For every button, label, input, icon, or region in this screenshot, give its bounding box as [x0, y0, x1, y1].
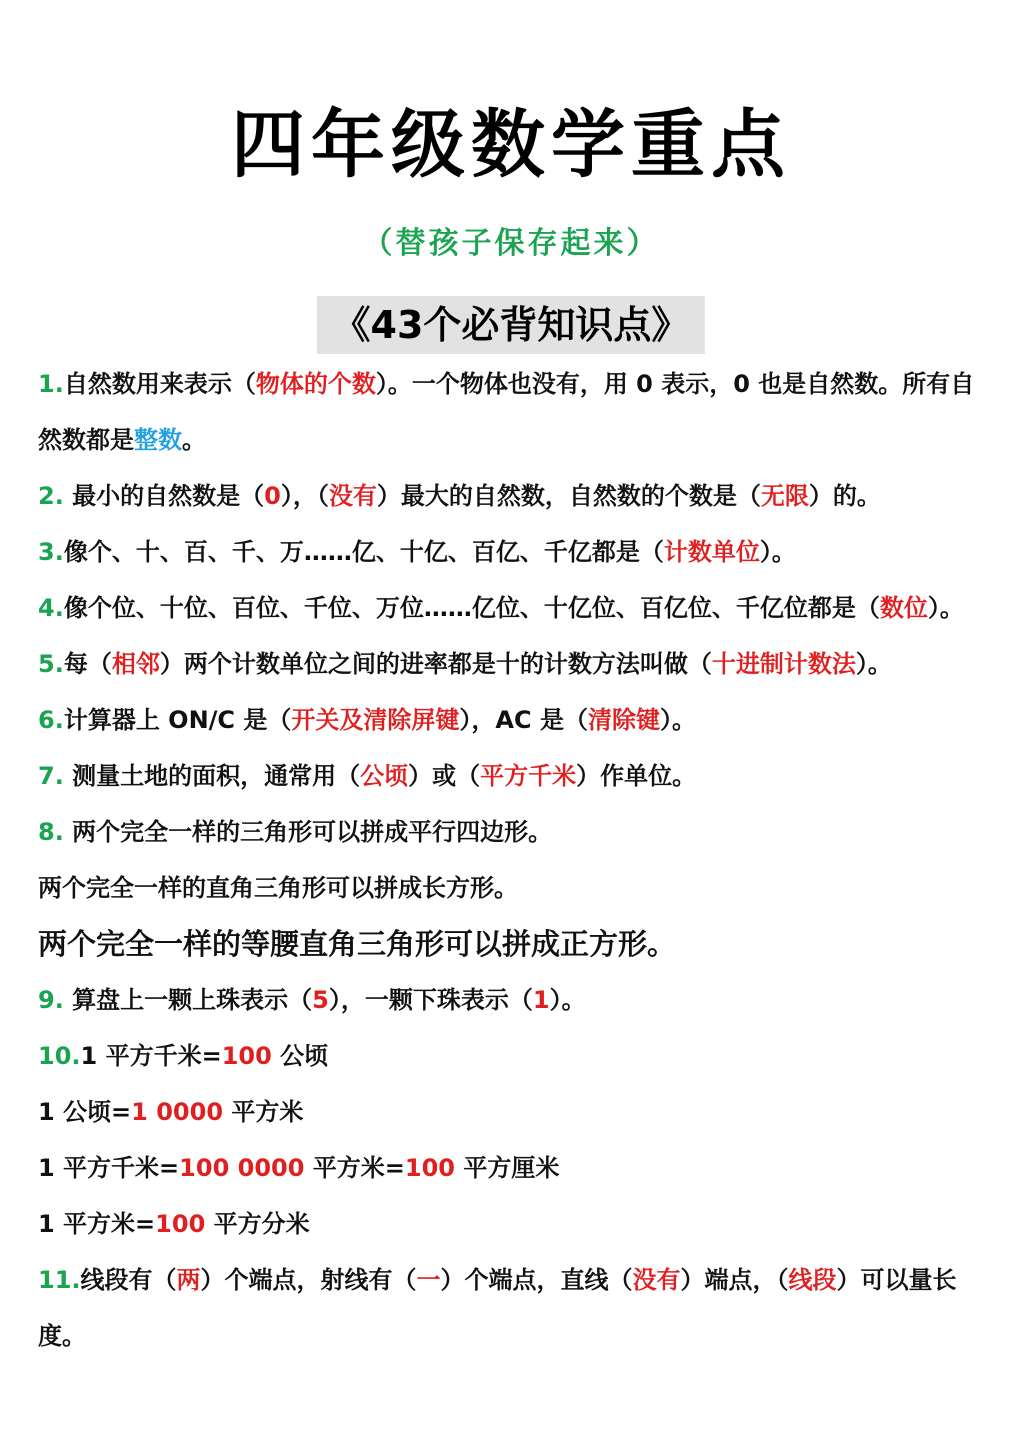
section-header — [0, 296, 1022, 354]
item-text: 最小的自然数是（ — [72, 482, 265, 510]
item-keyword: 整数 — [134, 426, 182, 454]
knowledge-list — [38, 356, 988, 1364]
item-text: ）个端点，射线有（ — [200, 1266, 417, 1294]
section-title: 《43个必背知识点》 — [317, 296, 706, 354]
item-answer: 5 — [312, 986, 329, 1014]
item-text: 1 平方米= — [38, 1210, 156, 1238]
item-text: 两个完全一样的三角形可以拼成平行四边形。 — [72, 818, 553, 846]
item-6 — [38, 692, 988, 748]
item-text: 平方分米 — [205, 1210, 310, 1238]
item-number: 6. — [38, 706, 64, 734]
item-2 — [38, 468, 988, 524]
item-text: 1 平方千米= — [38, 1154, 180, 1182]
item-10-line-2 — [38, 1084, 988, 1140]
item-text: 计算器上 ON/C 是（ — [63, 706, 292, 734]
item-text: ）的。 — [808, 482, 881, 510]
item-answer: 100 — [155, 1210, 206, 1238]
item-answer: 开关及清除屏键 — [291, 706, 460, 734]
item-answer: 物体的个数 — [255, 370, 376, 398]
item-3 — [38, 524, 988, 580]
item-answer: 相邻 — [111, 650, 160, 678]
item-text: 像个、十、百、千、万……亿、十亿、百亿、千亿都是（ — [63, 538, 664, 566]
item-answer: 1 0000 — [131, 1098, 224, 1126]
item-answer: 没有 — [328, 482, 377, 510]
item-text: ）。 — [855, 650, 892, 678]
item-text: ）可以量长度。 — [38, 1266, 957, 1350]
item-text: ），AC 是（ — [459, 706, 588, 734]
item-answer: 两 — [176, 1266, 201, 1294]
item-text: ）作单位。 — [576, 762, 697, 790]
item-answer: 一 — [416, 1266, 441, 1294]
item-text: 平方米= — [304, 1154, 405, 1182]
item-text: 公顷 — [271, 1042, 329, 1070]
item-8-line-2: 两个完全一样的直角三角形可以拼成长方形。 — [38, 874, 518, 902]
item-10-line-3 — [38, 1140, 988, 1196]
item-number: 2. — [38, 482, 73, 510]
item-8 — [38, 804, 988, 860]
item-text: ）。 — [927, 594, 964, 622]
item-text: 1 平方千米= — [80, 1042, 222, 1070]
item-text: ），（ — [280, 482, 329, 510]
item-answer: 0 — [264, 482, 281, 510]
item-number: 1. — [38, 370, 64, 398]
item-number: 10. — [38, 1042, 81, 1070]
item-10-line-4 — [38, 1196, 988, 1252]
item-text: 1 公顷= — [38, 1098, 132, 1126]
item-answer: 数位 — [879, 594, 928, 622]
item-answer: 计数单位 — [663, 538, 760, 566]
item-text: ）端点，（ — [680, 1266, 789, 1294]
item-text: 。 — [182, 426, 206, 454]
item-answer: 线段 — [788, 1266, 837, 1294]
item-7 — [38, 748, 988, 804]
item-4 — [38, 580, 988, 636]
item-text: ）。 — [549, 986, 586, 1014]
item-text: ）。一个物体也没有，用 0 表示，0 也是自然数。所有自然数都是 — [38, 370, 975, 454]
item-text: 平方厘米 — [455, 1154, 560, 1182]
item-number: 9. — [38, 986, 73, 1014]
item-answer: 无限 — [760, 482, 809, 510]
item-text: ）两个计数单位之间的进率都是十的计数方法叫做（ — [159, 650, 712, 678]
item-text: ）。 — [659, 706, 696, 734]
page-subtitle: （替孩子保存起来） — [362, 226, 660, 261]
item-answer: 十进制计数法 — [711, 650, 856, 678]
item-8-line-3: 两个完全一样的等腰直角三角形可以拼成正方形。 — [38, 927, 677, 961]
item-text: 线段有（ — [80, 1266, 177, 1294]
item-text: 自然数用来表示（ — [63, 370, 256, 398]
item-11 — [38, 1252, 988, 1364]
item-9 — [38, 972, 988, 1028]
item-text: ）个端点，直线（ — [440, 1266, 633, 1294]
item-text: ）最大的自然数，自然数的个数是（ — [376, 482, 761, 510]
page-title: 四年级数学重点 — [231, 102, 791, 188]
item-answer: 没有 — [632, 1266, 681, 1294]
item-answer: 平方千米 — [480, 762, 577, 790]
item-5 — [38, 636, 988, 692]
item-10 — [38, 1028, 988, 1084]
item-answer: 清除键 — [587, 706, 660, 734]
item-text: 测量土地的面积，通常用（ — [72, 762, 361, 790]
item-1 — [38, 356, 988, 468]
item-text: 每（ — [63, 650, 112, 678]
item-answer: 100 — [404, 1154, 455, 1182]
item-number: 5. — [38, 650, 64, 678]
item-text: 像个位、十位、百位、千位、万位……亿位、十亿位、百亿位、千亿位都是（ — [63, 594, 880, 622]
item-text: ），一颗下珠表示（ — [328, 986, 533, 1014]
item-number: 7. — [38, 762, 73, 790]
item-answer: 100 — [221, 1042, 272, 1070]
item-answer: 公顷 — [360, 762, 409, 790]
item-answer: 100 0000 — [179, 1154, 305, 1182]
item-number: 11. — [38, 1266, 81, 1294]
item-answer: 1 — [532, 986, 550, 1014]
item-text: 平方米 — [223, 1098, 304, 1126]
item-number: 4. — [38, 594, 64, 622]
item-number: 8. — [38, 818, 73, 846]
item-text: ）。 — [759, 538, 796, 566]
item-text: 算盘上一颗上珠表示（ — [72, 986, 313, 1014]
item-text: ）或（ — [408, 762, 481, 790]
item-number: 3. — [38, 538, 64, 566]
